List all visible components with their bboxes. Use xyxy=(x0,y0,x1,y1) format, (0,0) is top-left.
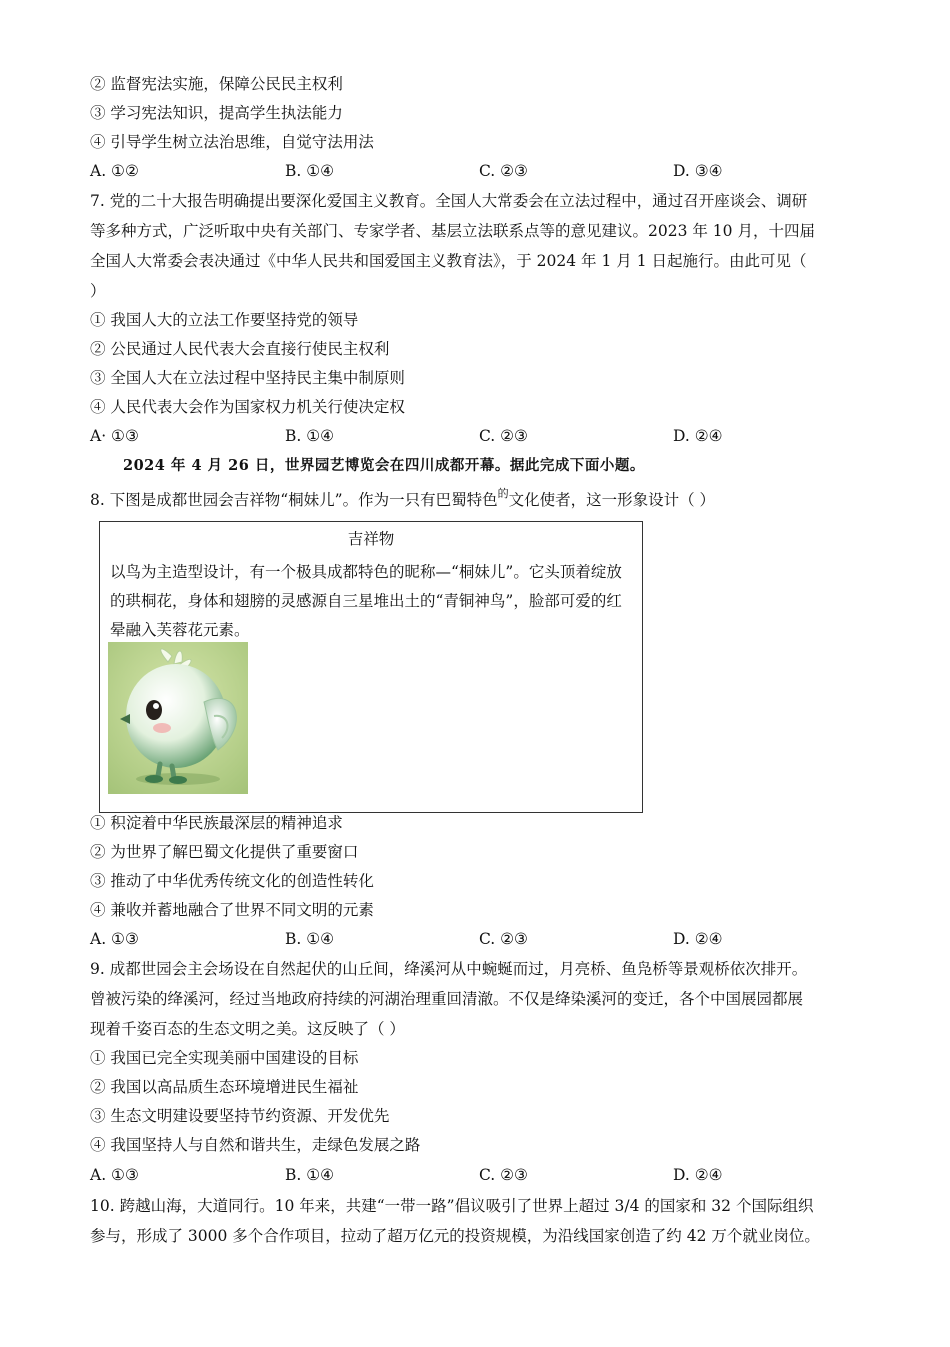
mascot-image xyxy=(108,642,248,794)
q8-option-c[interactable]: C. ②③ xyxy=(479,930,528,948)
q6-option-b[interactable]: B. ①④ xyxy=(285,162,335,180)
q7-stem-line: 7. 党的二十大报告明确提出要深化爱国主义教育。全国人大常委会在立法过程中，通过召开座谈会、调研 xyxy=(90,192,808,210)
q9-item-4: ④ 我国坚持人与自然和谐共生，走绿色发展之路 xyxy=(90,1136,421,1154)
q9-stem-line: 现着千姿百态的生态文明之美。这反映了（ ） xyxy=(90,1020,405,1038)
q8-option-b[interactable]: B. ①④ xyxy=(285,930,335,948)
mascot-info-box xyxy=(99,521,643,813)
q6-item-3: ③ 学习宪法知识，提高学生执法能力 xyxy=(90,104,343,122)
q8-stem xyxy=(90,489,715,513)
mascot-bird-illustration xyxy=(108,642,248,794)
q8-option-a[interactable]: A. ①③ xyxy=(90,930,139,948)
q7-option-c[interactable]: C. ②③ xyxy=(479,427,528,445)
q7-stem-line: 等多种方式，广泛听取中央有关部门、专家学者、基层立法联系点等的意见建议。2023 年 10 月，十四届 xyxy=(90,222,815,240)
q6-item-2: ② 监督宪法实施，保障公民民主权利 xyxy=(90,75,343,93)
q6-option-d[interactable]: D. ③④ xyxy=(673,162,723,180)
q9-option-c[interactable]: C. ②③ xyxy=(479,1166,528,1184)
q8-stem-part-a: 8. 下图是成都世园会吉祥物“桐妹儿”。作为一只有巴蜀特色 xyxy=(90,491,498,509)
q8-item-1: ① 积淀着中华民族最深层的精神追求 xyxy=(90,814,343,832)
q7-options xyxy=(90,425,870,447)
q8-stem-superscript: 的 xyxy=(497,487,509,500)
q8-options xyxy=(90,928,870,950)
q6-option-a[interactable]: A. ①② xyxy=(90,162,139,180)
q7-item-1: ① 我国人大的立法工作要坚持党的领导 xyxy=(90,311,359,329)
q9-option-a[interactable]: A. ①③ xyxy=(90,1166,139,1184)
q9-option-d[interactable]: D. ②④ xyxy=(673,1166,723,1184)
mascot-box-title: 吉祥物 xyxy=(347,530,395,548)
q9-stem-line: 曾被污染的绛溪河，经过当地政府持续的河湖治理重回清澈。不仅是绛染溪河的变迁，各个中国展园都展 xyxy=(90,990,804,1008)
q6-item-4: ④ 引导学生树立法治思维，自觉守法用法 xyxy=(90,133,374,151)
q10-stem-line: 10. 跨越山海，大道同行。10 年来，共建“一带一路”倡议吸引了世界上超过 3/4 的国家和 32 个国际组织 xyxy=(90,1197,814,1215)
q9-item-2: ② 我国以高品质生态环境增进民生福祉 xyxy=(90,1078,359,1096)
q8-stem-part-b: 文化使者，这一形象设计（ ） xyxy=(508,491,716,509)
q7-stem-line: 全国人大常委会表决通过《中华人民共和国爱国主义教育法》，于 2024 年 1 月 1 日起施行。由此可见（ xyxy=(90,252,807,270)
q10-stem-line: 参与，形成了 3000 多个合作项目，拉动了超万亿元的投资规模，为沿线国家创造了约 42 万个就业岗位。 xyxy=(90,1227,820,1245)
q7-item-3: ③ 全国人大在立法过程中坚持民主集中制原则 xyxy=(90,369,405,387)
q9-option-b[interactable]: B. ①④ xyxy=(285,1166,335,1184)
q8-item-3: ③ 推动了中华优秀传统文化的创造性转化 xyxy=(90,872,374,890)
q8-item-2: ② 为世界了解巴蜀文化提供了重要窗口 xyxy=(90,843,359,861)
q7-stem-line: ） xyxy=(90,282,106,300)
q7-item-2: ② 公民通过人民代表大会直接行使民主权利 xyxy=(90,340,390,358)
mascot-description: 以鸟为主造型设计，有一个极具成都特色的昵称—“桐妹儿”。它头顶着绽放的珙桐花，身体和翅膀的灵感源自三星堆出土的“青铜神鸟”，脸部可爱的红晕融入芙蓉花元素。 xyxy=(110,563,622,639)
q6-options xyxy=(90,160,870,182)
q7-option-a[interactable]: A· ①③ xyxy=(90,427,139,445)
section-intro: 2024 年 4 月 26 日，世界园艺博览会在四川成都开幕。据此完成下面小题。 xyxy=(123,457,645,474)
q7-item-4: ④ 人民代表大会作为国家权力机关行使决定权 xyxy=(90,398,405,416)
q6-option-c[interactable]: C. ②③ xyxy=(479,162,528,180)
q9-item-1: ① 我国已完全实现美丽中国建设的目标 xyxy=(90,1049,359,1067)
q9-item-3: ③ 生态文明建设要坚持节约资源、开发优先 xyxy=(90,1107,390,1125)
q8-option-d[interactable]: D. ②④ xyxy=(673,930,723,948)
q9-stem-line: 9. 成都世园会主会场设在自然起伏的山丘间，绛溪河从中蜿蜒而过，月亮桥、鱼凫桥等景观桥依次排开。 xyxy=(90,960,808,978)
q8-item-4: ④ 兼收并蓄地融合了世界不同文明的元素 xyxy=(90,901,374,919)
q7-option-b[interactable]: B. ①④ xyxy=(285,427,335,445)
q7-option-d[interactable]: D. ②④ xyxy=(673,427,723,445)
q9-options xyxy=(90,1164,870,1186)
